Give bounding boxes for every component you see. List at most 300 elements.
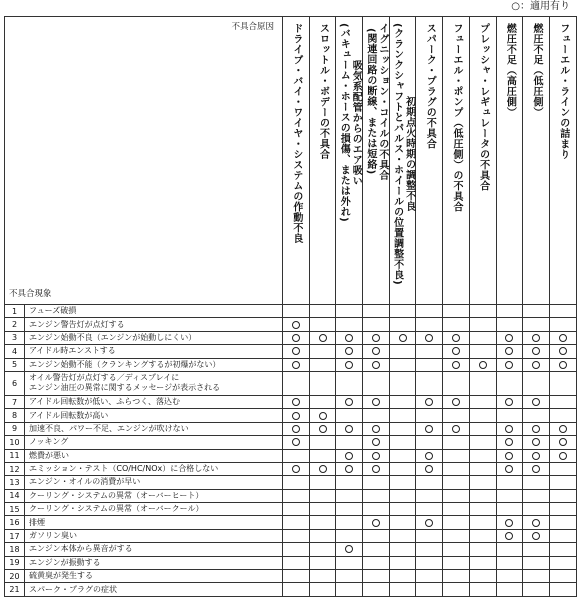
mark-cell [549, 395, 576, 408]
legend-note: ○：適用有り [511, 1, 570, 12]
table-row [5, 436, 577, 449]
mark-cell [309, 556, 336, 569]
mark-cell [336, 570, 363, 583]
mark-cell [496, 371, 523, 395]
mark-cell [283, 318, 310, 331]
mark-cell [549, 583, 576, 596]
mark-cell [336, 395, 363, 408]
mark-cell [523, 529, 550, 542]
cause-label [364, 23, 388, 181]
mark-cell [469, 543, 496, 556]
applicable-circle-icon [292, 347, 300, 355]
mark-cell [309, 409, 336, 422]
applicable-circle-icon [505, 519, 513, 527]
mark-cell [549, 476, 576, 489]
mark-cell [309, 422, 336, 435]
applicable-circle-icon [319, 425, 327, 433]
cause-label [557, 23, 569, 160]
applicable-circle-icon [505, 347, 513, 355]
cause-label [503, 23, 515, 118]
applicable-circle-icon [425, 519, 433, 527]
mark-cell [336, 371, 363, 395]
table-row [5, 305, 577, 318]
cause-label-main: スロットル・ボデーの不具合 [317, 23, 329, 160]
mark-cell [496, 503, 523, 516]
mark-cell [443, 449, 470, 462]
mark-cell [469, 358, 496, 371]
cause-header-7 [443, 17, 470, 305]
mark-cell [523, 358, 550, 371]
mark-cell [283, 503, 310, 516]
mark-cell [283, 409, 310, 422]
symptom-number: 9 [5, 422, 25, 435]
applicable-circle-icon [345, 347, 353, 355]
mark-cell [469, 305, 496, 318]
applicable-circle-icon [452, 425, 460, 433]
applicable-circle-icon [505, 438, 513, 446]
table-row [5, 449, 577, 462]
applicable-circle-icon [372, 465, 380, 473]
table-row [5, 516, 577, 529]
cause-header-4 [363, 17, 390, 305]
mark-cell [443, 489, 470, 502]
mark-cell [309, 583, 336, 596]
header-row [5, 17, 577, 305]
table-row [5, 318, 577, 331]
table-row [5, 489, 577, 502]
applicable-circle-icon [292, 465, 300, 473]
symptom-text: アイドル回転数が高い [25, 409, 283, 422]
mark-cell [283, 436, 310, 449]
mark-cell [469, 489, 496, 502]
mark-cell [309, 331, 336, 344]
mark-cell [523, 371, 550, 395]
mark-cell [496, 570, 523, 583]
applicable-circle-icon [505, 425, 513, 433]
cause-header-9 [496, 17, 523, 305]
symptom-text: フューズ破損 [25, 305, 283, 318]
symptom-number: 7 [5, 395, 25, 408]
applicable-circle-icon [292, 334, 300, 342]
mark-cell [549, 556, 576, 569]
table-row [5, 345, 577, 358]
applicable-circle-icon [532, 425, 540, 433]
mark-cell [523, 476, 550, 489]
mark-cell [523, 345, 550, 358]
mark-cell [283, 543, 310, 556]
mark-cell [549, 570, 576, 583]
cause-header-8 [469, 17, 496, 305]
applicable-circle-icon [452, 398, 460, 406]
mark-cell [416, 331, 443, 344]
mark-cell [389, 331, 416, 344]
symptom-text: エンジン本体から異音がする [25, 543, 283, 556]
mark-cell [496, 409, 523, 422]
mark-cell [443, 345, 470, 358]
mark-cell [309, 489, 336, 502]
mark-cell [443, 516, 470, 529]
mark-cell [496, 489, 523, 502]
applicable-circle-icon [319, 412, 327, 420]
cause-label-main: ドライブ・バイ・ワイヤ・システムの作動不良 [290, 23, 302, 244]
mark-cell [336, 543, 363, 556]
mark-cell [416, 318, 443, 331]
table-row [5, 570, 577, 583]
mark-cell [389, 570, 416, 583]
mark-cell [496, 449, 523, 462]
mark-cell [363, 583, 390, 596]
applicable-circle-icon [345, 425, 353, 433]
mark-cell [416, 409, 443, 422]
applicable-circle-icon [559, 334, 567, 342]
mark-cell [496, 529, 523, 542]
mark-cell [363, 371, 390, 395]
cause-label-main: 初期点火時期の調整不良 [403, 96, 415, 212]
applicable-circle-icon [532, 334, 540, 342]
mark-cell [523, 331, 550, 344]
mark-cell [416, 543, 443, 556]
mark-cell [309, 570, 336, 583]
mark-cell [416, 449, 443, 462]
mark-cell [283, 570, 310, 583]
header-corner-cell [5, 17, 283, 305]
mark-cell [363, 556, 390, 569]
mark-cell [443, 503, 470, 516]
mark-cell [549, 529, 576, 542]
mark-cell [523, 395, 550, 408]
mark-cell [283, 583, 310, 596]
mark-cell [309, 529, 336, 542]
symptom-number: 16 [5, 516, 25, 529]
applicable-circle-icon [345, 545, 353, 553]
mark-cell [389, 449, 416, 462]
cause-label-sub: (クランクシャフトとパルス・ホイールの位置調整不良) [391, 23, 403, 286]
table-row [5, 409, 577, 422]
mark-cell [363, 358, 390, 371]
mark-cell [416, 422, 443, 435]
symptom-number: 18 [5, 543, 25, 556]
mark-cell [523, 436, 550, 449]
applicable-circle-icon [372, 334, 380, 342]
symptom-text: 硫黄臭が発生する [25, 570, 283, 583]
applicable-circle-icon [372, 361, 380, 369]
applicable-circle-icon [532, 452, 540, 460]
mark-cell [389, 358, 416, 371]
symptom-number: 15 [5, 503, 25, 516]
table-row [5, 583, 577, 596]
applicable-circle-icon [532, 361, 540, 369]
mark-cell [336, 476, 363, 489]
mark-cell [309, 345, 336, 358]
symptom-text: エンジンが振動する [25, 556, 283, 569]
applicable-circle-icon [479, 361, 487, 369]
cause-header-1 [283, 17, 310, 305]
mark-cell [443, 305, 470, 318]
mark-cell [496, 331, 523, 344]
mark-cell [523, 556, 550, 569]
mark-cell [549, 543, 576, 556]
mark-cell [389, 529, 416, 542]
mark-cell [389, 583, 416, 596]
mark-cell [363, 395, 390, 408]
cause-label-main: プレッシャ・レギュレータの不具合 [477, 23, 489, 191]
mark-cell [283, 529, 310, 542]
mark-cell [469, 449, 496, 462]
mark-cell [416, 529, 443, 542]
mark-cell [549, 305, 576, 318]
table-row [5, 462, 577, 475]
symptom-text: 加速不良、パワー不足、エンジンが吹けない [25, 422, 283, 435]
mark-cell [416, 358, 443, 371]
mark-cell [469, 371, 496, 395]
applicable-circle-icon [532, 347, 540, 355]
applicable-circle-icon [425, 452, 433, 460]
mark-cell [336, 556, 363, 569]
symptom-text: オイル警告灯が点灯する／ディスプレイに エンジン油圧の異常に関するメッセージが表示される [25, 371, 283, 395]
cause-label [423, 23, 435, 149]
mark-cell [389, 516, 416, 529]
mark-cell [469, 476, 496, 489]
applicable-circle-icon [292, 438, 300, 446]
mark-cell [416, 570, 443, 583]
applicable-circle-icon [452, 361, 460, 369]
cause-label [290, 23, 302, 244]
applicable-circle-icon [532, 398, 540, 406]
mark-cell [389, 422, 416, 435]
mark-cell [283, 476, 310, 489]
mark-cell [336, 318, 363, 331]
mark-cell [336, 436, 363, 449]
cause-label-main: 燃圧不足（高圧側） [504, 23, 516, 118]
mark-cell [549, 449, 576, 462]
symptom-number: 10 [5, 436, 25, 449]
mark-cell [549, 345, 576, 358]
applicable-circle-icon [452, 347, 460, 355]
mark-cell [496, 583, 523, 596]
symptom-number: 17 [5, 529, 25, 542]
applicable-circle-icon [399, 334, 407, 342]
mark-cell [469, 583, 496, 596]
mark-cell [336, 503, 363, 516]
mark-cell [469, 570, 496, 583]
mark-cell [363, 503, 390, 516]
table-row [5, 476, 577, 489]
symptom-number: 14 [5, 489, 25, 502]
mark-cell [309, 318, 336, 331]
troubleshooting-matrix [4, 16, 577, 597]
applicable-circle-icon [345, 452, 353, 460]
mark-cell [523, 583, 550, 596]
applicable-circle-icon [559, 347, 567, 355]
table-row [5, 543, 577, 556]
mark-cell [469, 318, 496, 331]
symptom-number: 5 [5, 358, 25, 371]
symptom-number: 1 [5, 305, 25, 318]
mark-cell [469, 503, 496, 516]
cause-header-6 [416, 17, 443, 305]
mark-cell [416, 489, 443, 502]
mark-cell [389, 371, 416, 395]
mark-cell [469, 462, 496, 475]
mark-cell [283, 331, 310, 344]
mark-cell [523, 516, 550, 529]
symptom-number: 4 [5, 345, 25, 358]
mark-cell [283, 371, 310, 395]
mark-cell [363, 345, 390, 358]
mark-cell [469, 436, 496, 449]
mark-cell [443, 543, 470, 556]
mark-cell [336, 331, 363, 344]
cause-header-5 [389, 17, 416, 305]
mark-cell [469, 529, 496, 542]
symptom-rows [5, 305, 577, 597]
mark-cell [363, 449, 390, 462]
mark-cell [469, 395, 496, 408]
symptom-number: 21 [5, 583, 25, 596]
cause-header-3 [336, 17, 363, 305]
mark-cell [523, 422, 550, 435]
mark-cell [283, 422, 310, 435]
cause-label [477, 23, 489, 191]
applicable-circle-icon [505, 452, 513, 460]
applicable-circle-icon [532, 465, 540, 473]
mark-cell [443, 556, 470, 569]
mark-cell [363, 331, 390, 344]
mark-cell [336, 422, 363, 435]
mark-cell [336, 305, 363, 318]
mark-cell [496, 395, 523, 408]
mark-cell [283, 345, 310, 358]
symptom-number: 3 [5, 331, 25, 344]
mark-cell [283, 305, 310, 318]
applicable-circle-icon [292, 398, 300, 406]
symptom-number: 20 [5, 570, 25, 583]
mark-cell [469, 556, 496, 569]
mark-cell [443, 570, 470, 583]
mark-cell [363, 409, 390, 422]
applicable-circle-icon [292, 321, 300, 329]
symptom-text: クーリング・システムの異常（オーバークール） [25, 503, 283, 516]
mark-cell [336, 449, 363, 462]
applicable-circle-icon [452, 334, 460, 342]
cause-label-main: イグニッション・コイルの不具合 [376, 23, 388, 181]
mark-cell [336, 529, 363, 542]
applicable-circle-icon [372, 438, 380, 446]
mark-cell [389, 409, 416, 422]
applicable-circle-icon [559, 425, 567, 433]
mark-cell [389, 436, 416, 449]
mark-cell [363, 529, 390, 542]
cause-label [317, 23, 329, 160]
mark-cell [523, 409, 550, 422]
applicable-circle-icon [372, 425, 380, 433]
mark-cell [389, 476, 416, 489]
mark-cell [443, 318, 470, 331]
table-row [5, 503, 577, 516]
mark-cell [416, 556, 443, 569]
mark-cell [549, 409, 576, 422]
applicable-circle-icon [372, 452, 380, 460]
mark-cell [523, 462, 550, 475]
mark-cell [363, 516, 390, 529]
cause-label [530, 23, 542, 118]
mark-cell [336, 409, 363, 422]
cause-label-main: 吸気系配管からのエア吸い [350, 59, 362, 186]
applicable-circle-icon [532, 519, 540, 527]
applicable-circle-icon [372, 519, 380, 527]
cause-label [450, 23, 462, 212]
symptom-number: 12 [5, 462, 25, 475]
mark-cell [336, 516, 363, 529]
mark-cell [309, 543, 336, 556]
applicable-circle-icon [345, 334, 353, 342]
mark-cell [416, 516, 443, 529]
applicable-circle-icon [532, 532, 540, 540]
applicable-circle-icon [372, 347, 380, 355]
mark-cell [469, 422, 496, 435]
table-row [5, 358, 577, 371]
applicable-circle-icon [505, 334, 513, 342]
mark-cell [469, 516, 496, 529]
mark-cell [309, 503, 336, 516]
mark-cell [443, 371, 470, 395]
symptom-text: クーリング・システムの異常（オーバーヒート） [25, 489, 283, 502]
applicable-circle-icon [425, 465, 433, 473]
mark-cell [389, 503, 416, 516]
table-row [5, 395, 577, 408]
mark-cell [309, 358, 336, 371]
mark-cell [416, 371, 443, 395]
symptom-text: アイドル回転数が低い、ふらつく、落込む [25, 395, 283, 408]
mark-cell [389, 462, 416, 475]
mark-cell [309, 462, 336, 475]
symptom-text: エミッション・テスト（CO/HC/NOx）に合格しない [25, 462, 283, 475]
mark-cell [496, 318, 523, 331]
symptom-number: 6 [5, 371, 25, 395]
mark-cell [283, 556, 310, 569]
applicable-circle-icon [345, 398, 353, 406]
cause-label-sub: (バキューム・ホースの損傷、または外れ) [338, 23, 350, 223]
applicable-circle-icon [345, 465, 353, 473]
mark-cell [389, 543, 416, 556]
applicable-circle-icon [559, 438, 567, 446]
mark-cell [309, 516, 336, 529]
mark-cell [363, 436, 390, 449]
symptom-text: アイドル時エンストする [25, 345, 283, 358]
cause-label-main: フューエル・ラインの詰まり [557, 23, 569, 160]
applicable-circle-icon [292, 361, 300, 369]
mark-cell [283, 358, 310, 371]
cause-label-main: スパーク・プラグの不具合 [424, 23, 436, 149]
symptom-text: ガソリン臭い [25, 529, 283, 542]
mark-cell [416, 436, 443, 449]
applicable-circle-icon [372, 398, 380, 406]
symptom-number: 8 [5, 409, 25, 422]
symptom-number: 2 [5, 318, 25, 331]
mark-cell [416, 345, 443, 358]
mark-cell [336, 462, 363, 475]
applicable-circle-icon [425, 334, 433, 342]
symptom-text: エンジン始動不能（クランキングするが初爆がない） [25, 358, 283, 371]
mark-cell [443, 331, 470, 344]
mark-cell [523, 449, 550, 462]
symptom-text: スパーク・プラグの症状 [25, 583, 283, 596]
mark-cell [363, 476, 390, 489]
applicable-circle-icon [425, 398, 433, 406]
mark-cell [443, 529, 470, 542]
mark-cell [496, 422, 523, 435]
mark-cell [363, 489, 390, 502]
